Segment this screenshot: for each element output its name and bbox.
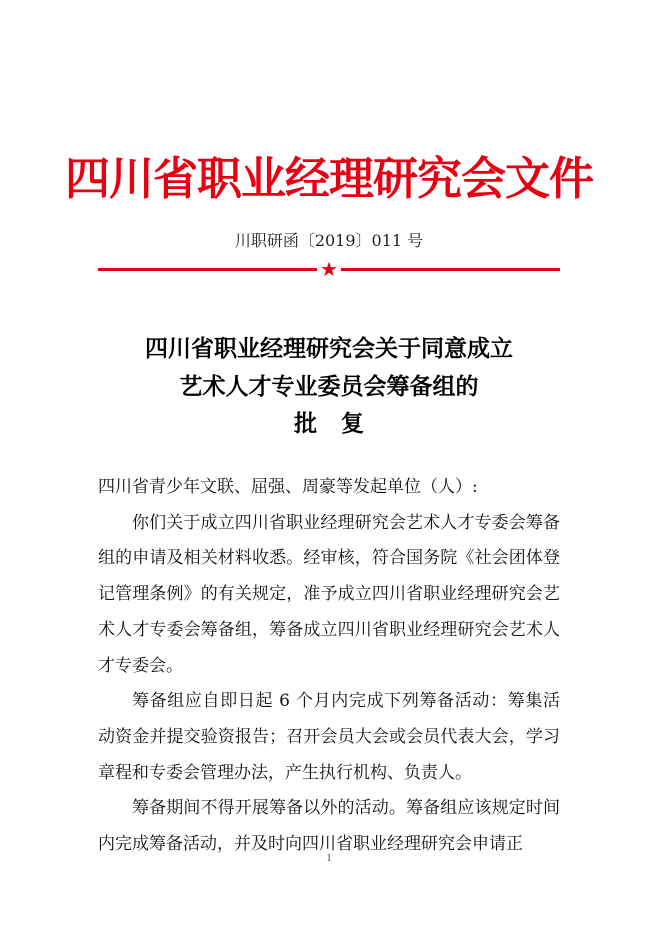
document-header-title: 四川省职业经理研究会文件 [64,152,593,205]
document-number: 川职研函〔2019〕011 号 [234,231,424,250]
document-title-line-1: 四川省职业经理研究会关于同意成立 [145,335,513,362]
document-body [98,470,560,863]
body-paragraph: 筹备组应自即日起 6 个月内完成下列筹备活动：筹集活动资金并提交验资报告；召开会员大会或会员代表大会，学习章程和专委会管理办法，产生执行机构、负责人。 [98,691,560,783]
document-title-line-3: 批复 [294,410,388,437]
body-paragraph: 你们关于成立四川省职业经理研究会艺术人才专委会筹备组的申请及相关材料收悉。经审核，符合国务院《社会团体登记管理条例》的有关规定，准予成立四川省职业经理研究会艺术人才专委会筹备组，筹备成立四川省职业经理研究会艺术人才专委会。 [98,512,560,676]
salutation: 四川省青少年文联、屈强、周豪等发起单位（人）: [98,477,478,497]
body-paragraph: 筹备期间不得开展筹备以外的活动。筹备组应该规定时间内完成筹备活动，并及时向四川省职业经理研究会申请正 [98,798,560,855]
document-title-line-2: 艺术人才专业委员会筹备组的 [179,373,479,400]
star-icon: ★ [320,257,338,281]
page-number: 1 [326,853,332,864]
red-divider-right [341,268,560,271]
red-divider-left [98,268,317,271]
